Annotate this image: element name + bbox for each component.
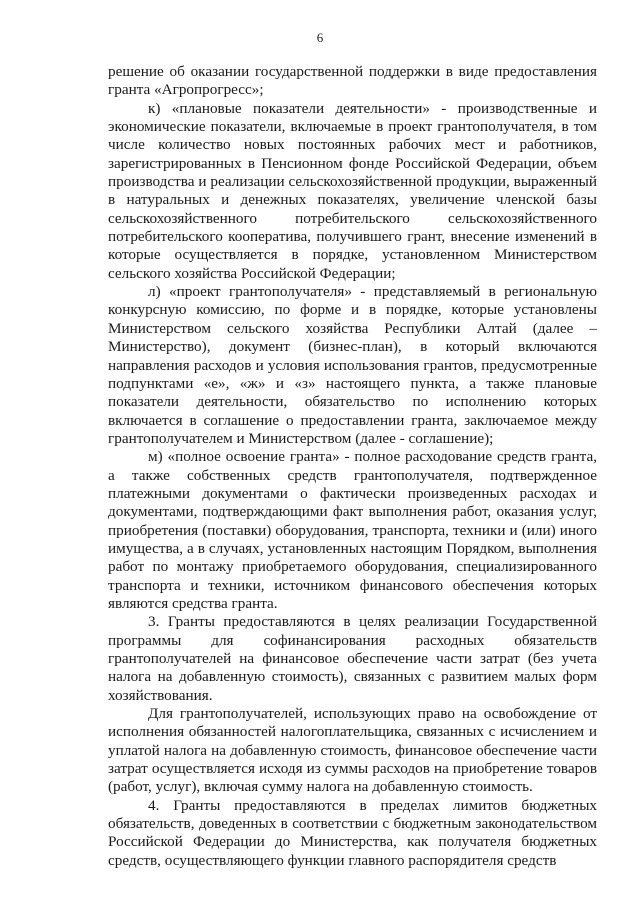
paragraph-intro: решение об оказании государственной поддержки в виде предоставления гранта «Агропрогресс»; — [108, 63, 597, 99]
document-body — [108, 63, 597, 870]
paragraph-l-grantee-project: л) «проект грантополучателя» - представляемый в региональную конкурсную комиссию, по форме и в порядке, которые установлены Министерством сельского хозяйства Республики Алтай (далее – Министерство), документ (бизнес-план), в который включаются направления расходов и условия использования грантов, предусмотренные подпунктами «е», «ж» и «з» настоящего пункта, а также плановые показатели деятельности, обязательство по исполнению которых включается в соглашение о предоставлении гранта, заключаемое между грантополучателем и Министерством (далее - соглашение); — [108, 283, 597, 447]
paragraph-4-budget-limits: 4. Гранты предоставляются в пределах лимитов бюджетных обязательств, доведенных в соответствии с бюджетным законодательством Российской Федерации до Министерства, как получателя бюджетных средств, осуществляющего функции главного распорядителя средств — [108, 796, 597, 869]
paragraph-3-grant-purpose: 3. Гранты предоставляются в целях реализации Государственной программы для софинансирования расходных обязательств грантополучателей на финансовое обеспечение части затрат (без учета налога на добавленную стоимость), связанных с развитием малых форм хозяйствования. — [108, 613, 597, 704]
paragraph-m-full-grant-use: м) «полное освоение гранта» - полное расходование средств гранта, а также собственных средств грантополучателя, подтвержденное платежными документами о фактически произведенных расходах и документами, подтверждающими факт выполнения работ, оказания услуг, приобретения (поставки) оборудования, транспорта, техники и (или) иного имущества, а в случаях, установленных настоящим Порядком, выполнения работ по монтажу приобретаемого оборудования, специализированного транспорта и техники, источником финансового обеспечения которых являются средства гранта. — [108, 448, 597, 612]
page-number: 6 — [316, 30, 324, 45]
paragraph-k-planned-indicators: к) «плановые показатели деятельности» - производственные и экономические показатели, включаемые в проект грантополучателя, в том числе количество новых постоянных рабочих мест и работников, зарегистрированных в Пенсионном фонде Российской Федерации, объем производства и реализации сельскохозяйственной продукции, выраженный в натуральных и денежных показателях, увеличение членской базы сельскохозяйственного потребительского сельскохозяйственного потребительского кооператива, получившего грант, внесение изменений в которые осуществляется в порядке, установленном Министерством сельского хозяйства Российской Федерации; — [108, 99, 597, 282]
paragraph-vat-exemption: Для грантополучателей, использующих право на освобождение от исполнения обязанностей налогоплательщика, связанных с исчислением и уплатой налога на добавленную стоимость, финансовое обеспечение части затрат осуществляется исходя из суммы расходов на приобретение товаров (работ, услуг), включая сумму налога на добавленную стоимость. — [108, 705, 597, 796]
